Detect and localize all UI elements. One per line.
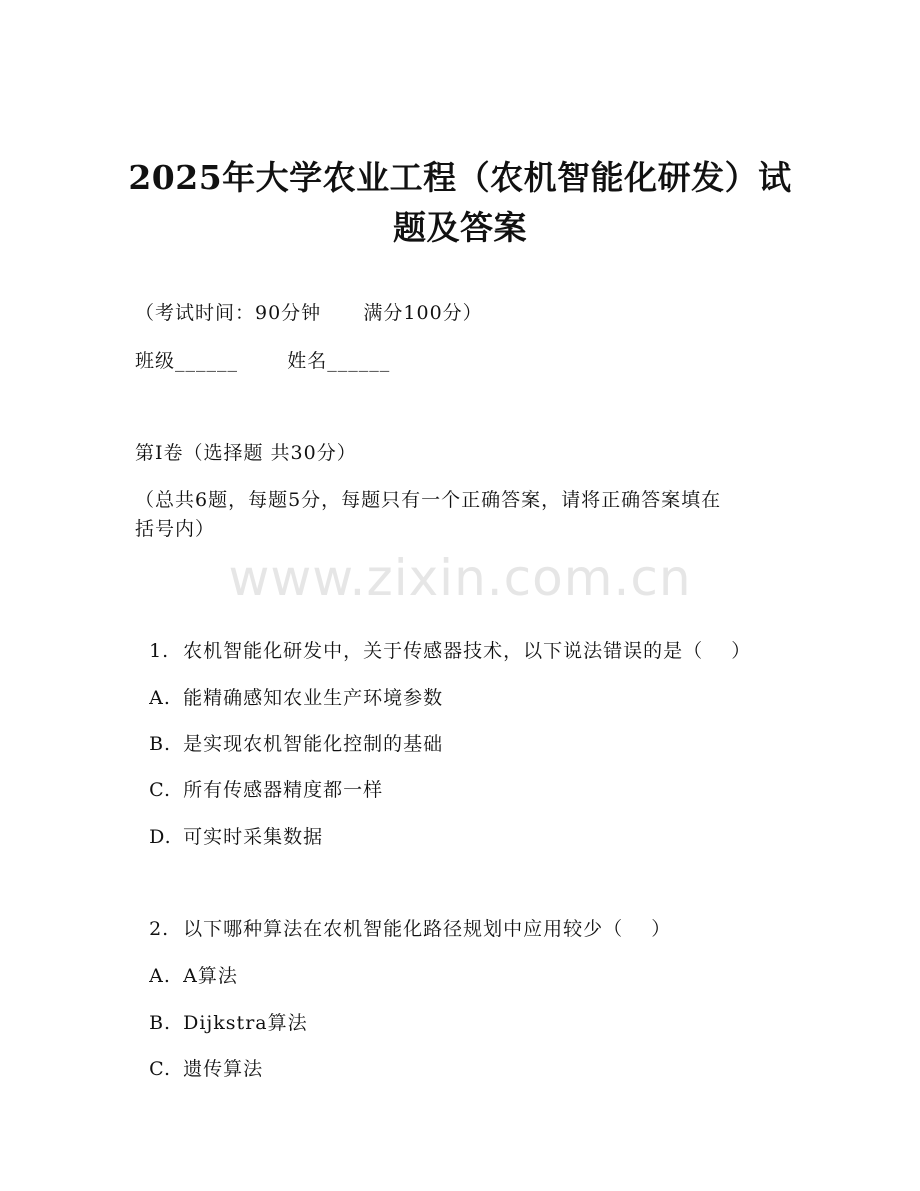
option-text: Dijkstra算法 [183,1012,308,1034]
option-text: 是实现农机智能化控制的基础 [183,733,444,755]
exam-info: （考试时间：90分钟 满分100分） [135,302,483,324]
question-number: 1. [149,640,170,662]
question-text: 以下哪种算法在农机智能化路径规划中应用较少（ ） [183,918,672,940]
option-letter: C. [149,779,171,801]
question-number: 2. [149,918,170,940]
option-letter: B. [149,733,172,755]
option-letter: D. [149,826,172,848]
section-header: 第I卷（选择题 共30分） [135,442,357,464]
document-title-line-2: 题及答案 [393,208,527,247]
document-title-line-1: 2025年大学农业工程（农机智能化研发）试 [128,158,792,197]
option-letter: A. [149,687,171,709]
option-text: 可实时采集数据 [183,826,324,848]
question-1-option-d [135,795,323,851]
instructions-line-1: （总共6题，每题5分，每题只有一个正确答案，请将正确答案填在 [135,489,722,511]
option-text: 遗传算法 [183,1058,264,1080]
class-name-line: 班级______ 姓名______ [135,350,391,372]
option-text: 所有传感器精度都一样 [183,779,384,801]
question-2-option-c [135,1027,263,1083]
watermark: www.zixin.com.cn [228,549,692,607]
option-text: A算法 [183,965,238,987]
option-letter: C. [149,1058,171,1080]
option-letter: A. [149,965,171,987]
question-text: 农机智能化研发中，关于传感器技术，以下说法错误的是（ ） [183,640,752,662]
instructions-line-2: 括号内） [135,518,216,540]
option-letter: B. [149,1012,172,1034]
option-text: 能精确感知农业生产环境参数 [183,687,444,709]
